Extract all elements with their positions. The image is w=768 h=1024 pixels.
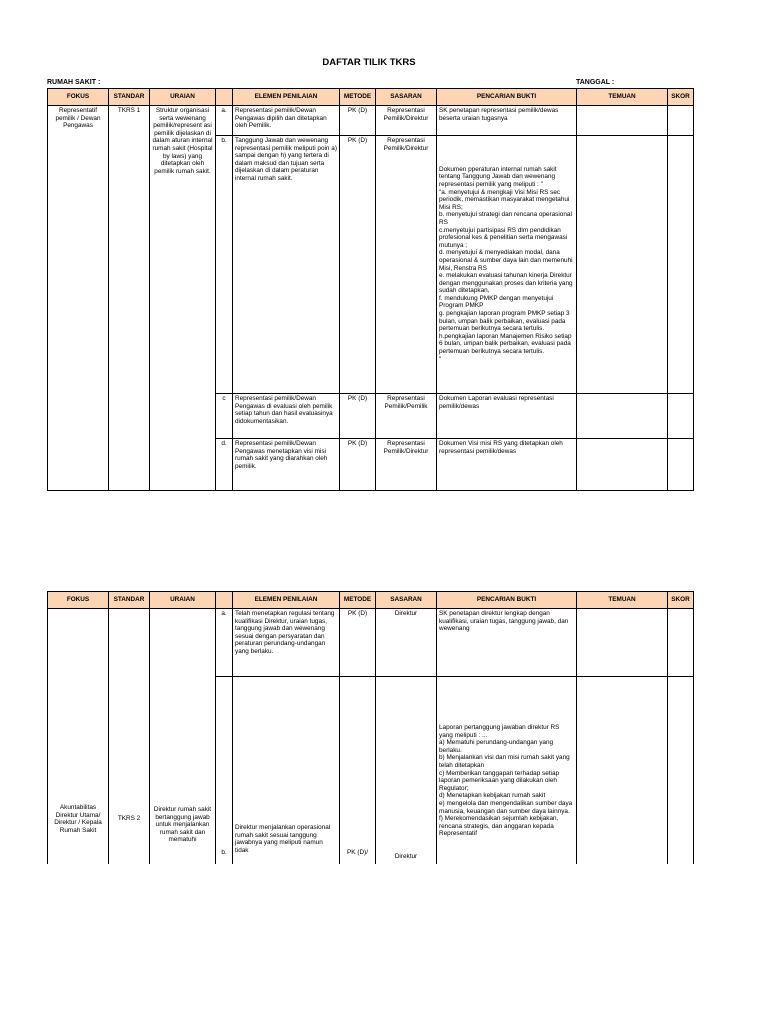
elemen-cell: Representasi pemilik/Dewan Pengawas menetapkan visi misi rumah sakit yang diarahkan oleh pemilik. <box>233 439 340 491</box>
bukti-cell: Dokumen Laporan evaluasi representasi pemilik/dewas <box>437 394 577 439</box>
col-header-metode: METODE <box>340 89 376 106</box>
row-no: c <box>216 394 233 439</box>
metode-cell: PK (D) <box>340 106 376 136</box>
sasaran-cell: Representasi Pemilik/Direktur <box>376 136 437 394</box>
col-header-skor: SKOR <box>668 592 694 609</box>
col-header-elemen: ELEMEN PENILAIAN <box>233 592 340 609</box>
col-header-sasaran: SASARAN <box>376 592 437 609</box>
row-no: d. <box>216 439 233 491</box>
standar-cell: TKRS 2 <box>109 609 150 865</box>
table-header-row <box>48 592 694 609</box>
temuan-cell[interactable] <box>577 677 668 865</box>
temuan-cell[interactable] <box>577 609 668 677</box>
table-row <box>48 609 694 677</box>
checklist-table-tkrs2 <box>47 591 694 864</box>
row-no: b. <box>216 136 233 394</box>
row-no: a. <box>216 609 233 677</box>
page-title: DAFTAR TILIK TKRS <box>322 57 416 68</box>
col-header-uraian: URAIAN <box>150 592 216 609</box>
temuan-cell[interactable] <box>577 439 668 491</box>
sasaran-cell: Representasi Pemilik/Direktur <box>376 439 437 491</box>
tanggal-label: TANGGAL : <box>576 79 615 86</box>
sasaran-cell: Representasi Pemilik/Direktur <box>376 106 437 136</box>
elemen-cell: Direktur menjalankan operasional rumah sakit sesuai tanggung jawabnya yang meliputi namun tidak <box>233 677 340 865</box>
skor-cell[interactable] <box>668 106 694 136</box>
metode-cell: PK (D) <box>340 394 376 439</box>
checklist-table-tkrs1 <box>47 88 694 491</box>
metode-cell: PK (D)/ <box>340 677 376 865</box>
elemen-cell: Tanggung Jawab dan wewenang representasi pemilik meliputi poin a) sampai dengan h) yang tertera di dalam maksud dan tujuan serta dijelaskan di dalam peraturan internal rumah sakit. <box>233 136 340 394</box>
elemen-cell: Representasi pemilik/Dewan Pengawas di evaluasi oleh pemilik setiap tahun dan hasil evaluasinya didokumentasikan. <box>233 394 340 439</box>
bukti-cell: Laporan pertanggung jawaban direktur RS yang meliputi : ... a) Mematuhi perundang-undangan yang berlaku. b) Menjalankan visi dan misi rumah sakit yang telah ditetapkan c) Memberikan tanggapan terhadap setiap laporan pemeriksaan yang dilakukan oleh Regulator; d) Menetapkan kebijakan rumah sakit e) mengelola dan mengendalikan sumber daya manusia, keuangan dan sumber daya lainnya. f) Merekomendasikan sejumlah kebijakan, rencana strategis, dan anggaran kepada Representatif <box>437 677 577 865</box>
col-header-no <box>216 89 233 106</box>
fokus-cell: Akuntabilitas Direktur Utama/ Direktur / Kepala Rumah Sakit <box>48 609 109 865</box>
uraian-cell: Struktur organisasi serta wewenang pemilik/represent asi pemilik dijelaskan di dalam aturan internal rumah sakit (Hospital by laws) yang ditetapkan oleh pemilik rumah sakit. <box>150 106 216 491</box>
col-header-metode: METODE <box>340 592 376 609</box>
elemen-cell: Telah menetapkan regulasi tentang kualifikasi Direktur, uraian tugas, tanggung jawab dan wewenang sesuai dengan persyaratan dan peraturan perundang-undangan yang berlaku. <box>233 609 340 677</box>
metode-cell: PK (D) <box>340 609 376 677</box>
col-header-standar: STANDAR <box>109 592 150 609</box>
uraian-cell: Direktur rumah sakit bertanggung jawab untuk menjalankan rumah sakit dan mematuhi <box>150 609 216 865</box>
sasaran-cell: Representasi Pemilik/Pemilik <box>376 394 437 439</box>
bukti-cell: Dokumen pperaturan internal rumah sakit tentang Tanggung Jawab dan wewenang representasi pemilik yang meliputi : " "a. menyetujui & mengkaji Visi Misi RS sec periodik, memastikan masyarakat mengetahui Misi RS; b. menyetujui strategi dan rencana operasional RS c.menyetujui partisipasi RS dlm pendidikan profesional kes & penelitian serta mengawasi mutunya ; d. menyetujui & menyediakan modal, dana operasional & sumber daya lain dan memenuhi Misi, Renstra RS e. melakukan evaluasi tahunan kinerja Direktur dengan menggunakan proses dan kriteria yang sudah ditetapkan, f. mendukung PMKP dengan menyetujui Program PMKP g. pengkajian laporan program PMKP setiap 3 bulan, umpan balik perbaikan, evaluasi pada pertemuan berikutnya secara tertulis. h.pengkajian laporan Manajemen Risiko setiap 6 bulan, umpan balik perbaikan, evaluasi pada pertemuan berikutnya secara tertulis. " <box>437 136 577 394</box>
skor-cell[interactable] <box>668 394 694 439</box>
bukti-cell: Dokumen Visi misi RS yang ditetapkan oleh representasi pemilik/dewas <box>437 439 577 491</box>
sasaran-cell: Direktur <box>376 609 437 677</box>
bukti-cell: SK penetapan direktur lengkap dengan kualifikasi, uraian tugas, tanggung jawab, dan wewenang <box>437 609 577 677</box>
sasaran-cell: Direktur <box>376 677 437 865</box>
second-table-container <box>0 590 768 864</box>
col-header-elemen: ELEMEN PENILAIAN <box>233 89 340 106</box>
table-header-row <box>48 89 694 106</box>
rumah-sakit-label: RUMAH SAKIT : <box>47 79 101 86</box>
skor-cell[interactable] <box>668 136 694 394</box>
skor-cell[interactable] <box>668 677 694 865</box>
col-header-sasaran: SASARAN <box>376 89 437 106</box>
standar-cell: TKRS 1 <box>109 106 150 491</box>
col-header-skor: SKOR <box>668 89 694 106</box>
col-header-fokus: FOKUS <box>48 89 109 106</box>
row-no: b. <box>216 677 233 865</box>
col-header-fokus: FOKUS <box>48 592 109 609</box>
row-no: a. <box>216 106 233 136</box>
fokus-cell: Representatif pemilik / Dewan Pengawas <box>48 106 109 491</box>
col-header-no <box>216 592 233 609</box>
col-header-uraian: URAIAN <box>150 89 216 106</box>
elemen-cell: Representasi pemilik/Dewan Pengawas dipilih dan ditetapkan oleh Pemilik. <box>233 106 340 136</box>
col-header-temuan: TEMUAN <box>577 89 668 106</box>
metode-cell: PK (D) <box>340 439 376 491</box>
temuan-cell[interactable] <box>577 136 668 394</box>
table-row <box>48 106 694 136</box>
skor-cell[interactable] <box>668 439 694 491</box>
col-header-standar: STANDAR <box>109 89 150 106</box>
temuan-cell[interactable] <box>577 106 668 136</box>
col-header-bukti: PENCARIAN BUKTI <box>437 89 577 106</box>
temuan-cell[interactable] <box>577 394 668 439</box>
skor-cell[interactable] <box>668 609 694 677</box>
col-header-bukti: PENCARIAN BUKTI <box>437 592 577 609</box>
col-header-temuan: TEMUAN <box>577 592 668 609</box>
bukti-cell: SK penetapan representasi pemilik/dewas beserta uraian tugasnya <box>437 106 577 136</box>
metode-cell: PK (D) <box>340 136 376 394</box>
